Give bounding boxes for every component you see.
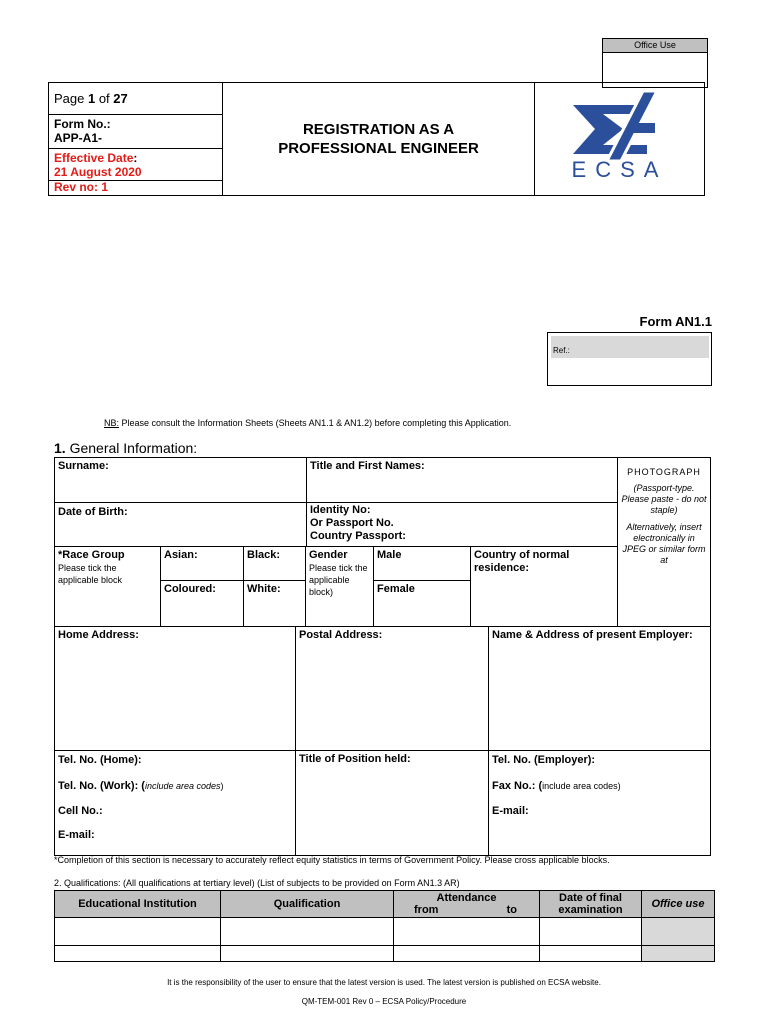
home-address-field[interactable]: Home Address: — [54, 626, 296, 751]
reference-box — [547, 332, 712, 386]
revision-number: Rev no: 1 — [54, 180, 109, 194]
ecsa-logo — [535, 83, 704, 195]
page-number: Page 1 of 27 — [49, 83, 222, 115]
qualification-attendance-cell[interactable] — [393, 945, 540, 962]
qualification-name-cell[interactable] — [220, 917, 394, 946]
employer-contact-block — [488, 750, 711, 856]
country-residence-field[interactable]: Country of normal residence: — [470, 546, 618, 627]
footer-document-code: QM-TEM-001 Rev 0 – ECSA Policy/Procedure — [301, 997, 467, 1006]
office-use-label: Office Use — [603, 39, 707, 53]
gender-label: Gender Please tick the applicable block) — [305, 546, 374, 627]
tel-work-field[interactable]: Tel. No. (Work): (include area codes) — [58, 780, 224, 792]
fax-field[interactable]: Fax No.: (include area codes) — [492, 780, 621, 792]
employer-address-field[interactable]: Name & Address of present Employer: — [488, 626, 711, 751]
nb-instruction: NB: Please consult the Information Sheets (Sheets AN1.1 & AN1.2) before completing this Application. — [104, 418, 512, 428]
cell-no-field[interactable]: Cell No.: — [58, 805, 103, 817]
qualification-institution-cell[interactable] — [54, 945, 221, 962]
race-asian-checkbox[interactable]: Asian: — [160, 546, 244, 581]
race-coloured-checkbox[interactable]: Coloured: — [160, 580, 244, 627]
effective-date: Effective Date: 21 August 2020 — [49, 149, 222, 181]
photograph-box[interactable]: PHOTOGRAPH (Passport-type. Please paste - do not staple) Alternatively, insert electronically in JPEG or similar form at — [617, 457, 711, 627]
position-held-field[interactable]: Title of Position held: — [295, 750, 489, 856]
tel-employer-field[interactable]: Tel. No. (Employer): — [492, 754, 596, 766]
office-use-box — [602, 38, 708, 88]
gender-female-checkbox[interactable]: Female — [373, 580, 471, 627]
qualification-name-cell[interactable] — [220, 945, 394, 962]
postal-address-field[interactable]: Postal Address: — [295, 626, 489, 751]
logo-wordmark: ECSA — [571, 157, 668, 182]
document-title: REGISTRATION AS A PROFESSIONAL ENGINEER — [223, 83, 535, 195]
email-field[interactable]: E-mail: — [58, 829, 95, 841]
qualification-office-use-cell — [641, 945, 715, 962]
surname-field[interactable]: Surname: — [54, 457, 307, 503]
qualification-office-use-cell — [641, 917, 715, 946]
qualification-institution-cell[interactable] — [54, 917, 221, 946]
home-contact-block — [54, 750, 296, 856]
qualification-exam-date-cell[interactable] — [539, 917, 642, 946]
race-white-checkbox[interactable]: White: — [243, 580, 306, 627]
form-id: Form AN1.1 — [639, 314, 712, 329]
tel-home-field[interactable]: Tel. No. (Home): — [58, 754, 142, 766]
date-of-birth-field[interactable]: Date of Birth: — [54, 502, 307, 547]
reference-field[interactable]: Ref.: — [551, 336, 709, 358]
section-1-title: 1. General Information: — [54, 440, 198, 456]
race-group-label: *Race Group Please tick the applicable block — [54, 546, 161, 627]
form-number: Form No.: APP-A1- — [49, 115, 222, 149]
identity-passport-field[interactable]: Identity No: Or Passport No. Country Passport: — [306, 502, 618, 547]
section-2-title: 2. Qualifications: (All qualifications at tertiary level) (List of subjects to be provided on Form AN1.3 AR) — [54, 878, 460, 888]
title-first-names-field[interactable]: Title and First Names: — [306, 457, 618, 503]
col-educational-institution: Educational Institution — [54, 890, 221, 918]
gender-male-checkbox[interactable]: Male — [373, 546, 471, 581]
document-control-block — [49, 83, 223, 195]
col-office-use: Office use — [641, 890, 715, 918]
col-attendance: Attendance from to — [393, 890, 540, 918]
document-header — [48, 82, 705, 196]
col-qualification: Qualification — [220, 890, 394, 918]
col-final-examination: Date of final examination — [539, 890, 642, 918]
qualification-exam-date-cell[interactable] — [539, 945, 642, 962]
employer-email-field[interactable]: E-mail: — [492, 805, 529, 817]
footer-disclaimer: It is the responsibility of the user to ensure that the latest version is used. The latest version is published on ECSA website. — [167, 978, 601, 987]
equity-footnote: *Completion of this section is necessary to accurately reflect equity statistics in terms of Government Policy. Please cross applicable blocks. — [54, 855, 610, 865]
race-black-checkbox[interactable]: Black: — [243, 546, 306, 581]
qualification-attendance-cell[interactable] — [393, 917, 540, 946]
